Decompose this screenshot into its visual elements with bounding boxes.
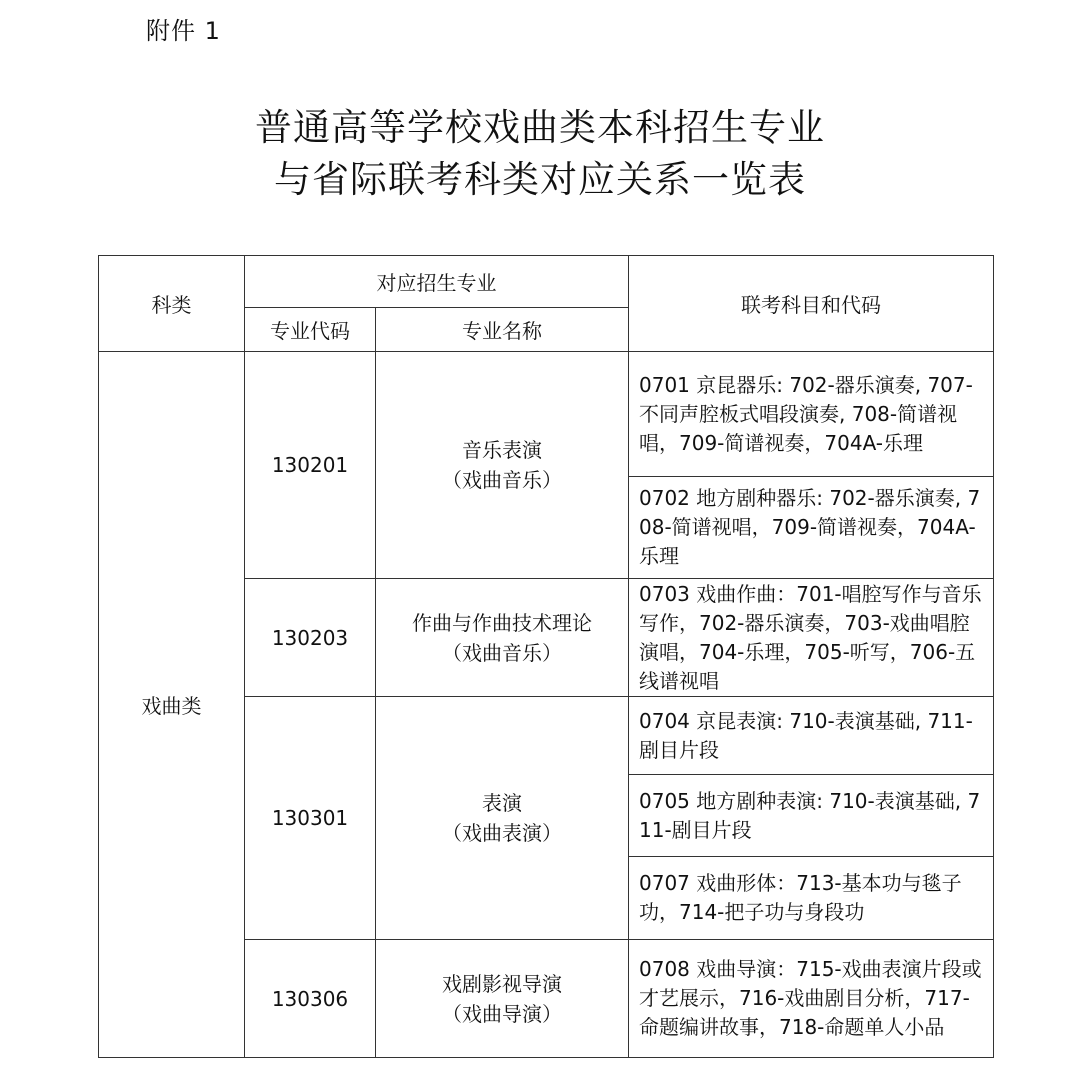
major-name-note: （戏曲音乐） (442, 468, 562, 492)
major-name-note: （戏曲导演） (442, 1001, 562, 1026)
header-category: 科类 (99, 256, 245, 352)
major-name: 表演 (482, 791, 522, 815)
major-name-cell (376, 579, 629, 697)
table-header-row (99, 256, 994, 308)
major-name: 作曲与作曲技术理论 (412, 610, 592, 635)
major-name-cell (376, 940, 629, 1058)
major-name-cell (376, 352, 629, 579)
major-name-note: （戏曲表演） (442, 821, 562, 845)
exam-subject-cell: 0701 京昆器乐: 702-器乐演奏, 707-不同声腔板式唱段演奏, 708-简谱视唱，709-简谱视奏，704A-乐理 (629, 352, 994, 477)
header-major-group: 对应招生专业 (245, 256, 629, 308)
category-cell: 戏曲类 (99, 352, 245, 1058)
attachment-label: 附件 1 (146, 17, 221, 45)
table-row (99, 352, 994, 477)
major-name-cell (376, 697, 629, 940)
exam-subject-cell: 0708 戏曲导演：715-戏曲表演片段或才艺展示，716-戏曲剧目分析，717-命题编讲故事，718-命题单人小品 (629, 940, 994, 1058)
correspondence-table (98, 255, 994, 1058)
major-code-cell: 130306 (245, 940, 376, 1058)
major-name: 戏剧影视导演 (442, 971, 562, 996)
exam-subject-cell: 0705 地方剧种表演: 710-表演基础, 711-剧目片段 (629, 775, 994, 857)
exam-subject-cell: 0704 京昆表演: 710-表演基础, 711-剧目片段 (629, 697, 994, 775)
exam-subject-cell: 0707 戏曲形体：713-基本功与毯子功，714-把子功与身段功 (629, 857, 994, 940)
header-major-name: 专业名称 (376, 308, 629, 352)
major-name-note: （戏曲音乐） (442, 640, 562, 665)
major-code-cell: 130301 (245, 697, 376, 940)
exam-subject-cell: 0703 戏曲作曲：701-唱腔写作与音乐写作，702-器乐演奏，703-戏曲唱腔演唱，704-乐理，705-听写，706-五线谱视唱 (629, 579, 994, 697)
major-name: 音乐表演 (462, 438, 542, 462)
major-code-cell: 130203 (245, 579, 376, 697)
exam-subject-cell: 0702 地方剧种器乐: 702-器乐演奏, 708-简谱视唱，709-简谱视奏，704A-乐理 (629, 477, 994, 579)
header-exam-subjects: 联考科目和代码 (629, 256, 994, 352)
document-title-line-1: 普通高等学校戏曲类本科招生专业 (255, 106, 825, 149)
document-title-line-2: 与省际联考科类对应关系一览表 (274, 158, 806, 201)
header-major-code: 专业代码 (245, 308, 376, 352)
major-code-cell: 130201 (245, 352, 376, 579)
